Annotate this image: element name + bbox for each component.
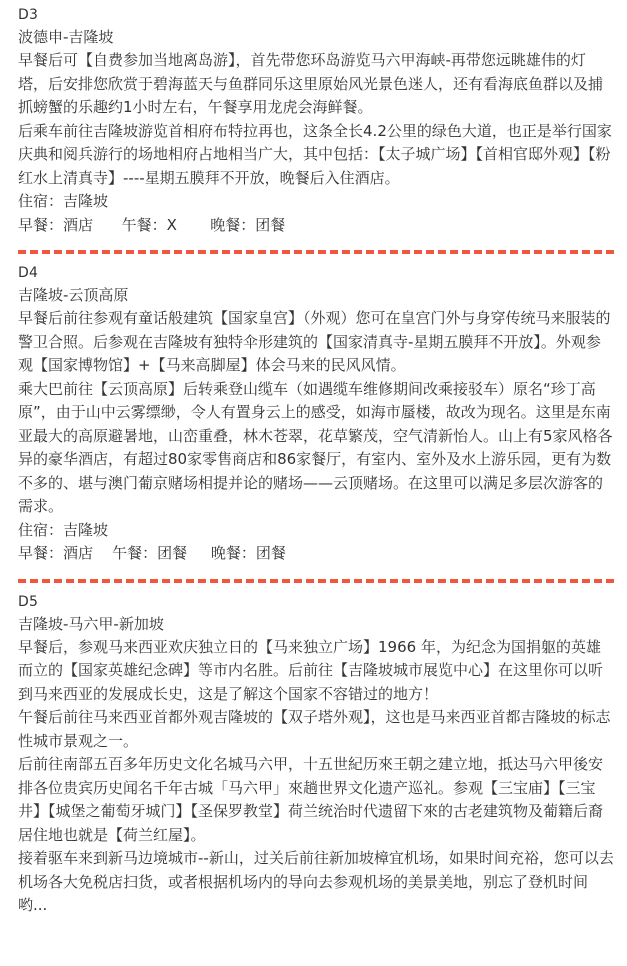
- itinerary-paragraph: 后乘车前往吉隆坡游览首相府布特拉再也，这条全长4.2公里的绿色大道，也正是举行国家庆典和阅兵游行的场地相府占地相当广大，其中包括：【太子城广场】【首相官邸外观】【粉红水上清真寺】----星期五膜拜不开放，晚餐后入住酒店。: [18, 121, 612, 187]
- day-label: D3: [18, 7, 39, 23]
- itinerary-paragraph: 早餐后，参观马来西亚欢庆独立日的【马来独立广场】1966 年，为纪念为国捐躯的英雄而立的【国家英雄纪念碑】等市内名胜。后前往【吉隆坡城市展览中心】在这里你可以听到马来西亚的发展成长史，这是了解这个国家不容错过的地方！: [18, 637, 604, 703]
- day-label: D4: [18, 265, 39, 281]
- section-divider: [18, 250, 614, 254]
- itinerary-paragraph: 午餐后前往马来西亚首都外观吉隆坡的【双子塔外观】，这也是马来西亚首都吉隆坡的标志性城市景观之一。: [18, 708, 611, 750]
- accommodation-info: 住宿：吉隆坡: [18, 520, 109, 539]
- route-title: 吉隆坡-云顶高原: [18, 286, 129, 304]
- day-section-d3: [18, 2, 614, 237]
- route-title: 吉隆坡-马六甲-新加坡: [18, 614, 164, 633]
- route-title: 波德申-吉隆坡: [18, 28, 114, 46]
- day-section-d4: [18, 260, 614, 566]
- day-label: D5: [18, 593, 39, 610]
- meals-info: 早餐：酒店 午餐：X 晚餐：团餐: [18, 215, 286, 234]
- meals-info: 早餐：酒店 午餐：团餐 晚餐：团餐: [18, 544, 286, 562]
- section-divider: [18, 579, 614, 583]
- itinerary-paragraph: 后前往南部五百多年历史文化名城马六甲，十五世紀历來王朝之建立地，抵达马六甲後安排各位贵宾历史闻名千年古城「马六甲」來趟世界文化遗产巡礼。参观【三宝庙】【三宝井】【城堡之葡萄牙城门】【圣保罗教堂】荷兰统治时代遗留下來的古老建筑物及葡籍后裔居住地也就是【荷兰红屋】。: [18, 755, 604, 844]
- itinerary-paragraph: 早餐后可【自费参加当地离岛游】，首先带您环岛游览马六甲海峡-再带您远眺雄伟的灯塔，后安排您欣赏于碧海蓝天与鱼群同乐这里原始风光景色迷人，还有看海底鱼群以及捕抓螃蟹的乐趣约1小时左右，午餐享用龙虎会海鲜餐。: [18, 51, 604, 116]
- itinerary-paragraph: 乘大巴前往【云顶高原】后转乘登山缆车（如遇缆车维修期间改乘接驳车）原名“珍丁高原”，由于山中云雾缥缈，令人有置身云上的感受，如海市蜃楼，故改为现名。这里是东南亚最大的高原避暑地，山峦重叠，林木苍翠，花草繁茂，空气清新怡人。山上有5家风格各异的豪华酒店，有超过80家零售商店和86家餐厅，有室内、室外及水上游乐园，更有为数不多的、堪与澳门葡京赌场相提并论的赌场——云顶赌场。在这里可以满足多层次游客的需求。: [18, 379, 613, 515]
- itinerary-paragraph: 接着驱车来到新马边境城市--新山，过关后前往新加坡樟宜机场，如果时间充裕，您可以去机场各大免税店扫货，或者根据机场内的导向去参观机场的美景美地，别忘了登机时间哟...: [18, 849, 614, 914]
- accommodation-info: 住宿：吉隆坡: [18, 192, 109, 210]
- itinerary-paragraph: 早餐后前往参观有童话般建筑【国家皇宫】（外观）您可在皇宫门外与身穿传统马来服装的警卫合照。后参观在吉隆坡有独特伞形建筑的【国家清真寺-星期五膜拜不开放】。外观参观【国家博物馆】+【马来高脚屋】体会马来的民风风情。: [18, 309, 611, 374]
- itinerary-page: [0, 2, 627, 966]
- day-section-d5: [18, 589, 614, 918]
